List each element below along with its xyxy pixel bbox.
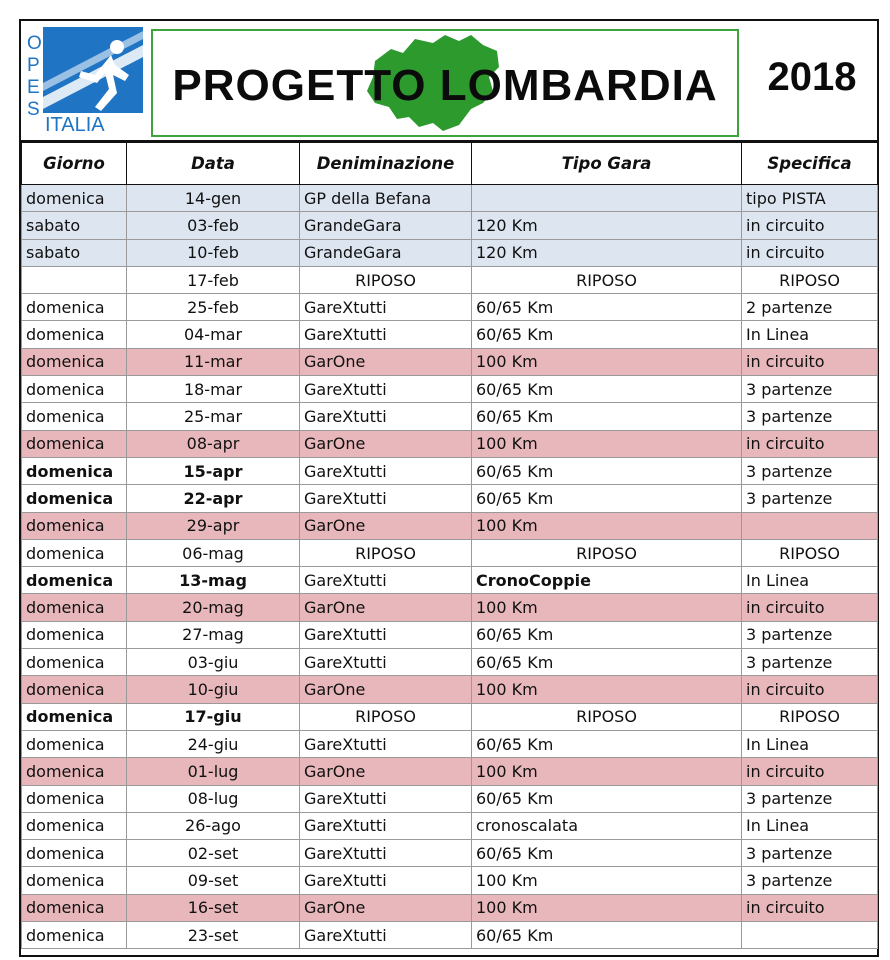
svg-text:E: E <box>27 77 40 98</box>
cell-denominazione: GarOne <box>300 676 472 703</box>
cell-giorno: domenica <box>22 785 127 812</box>
table-row <box>22 649 878 676</box>
cell-tipo-gara: 120 Km <box>472 239 742 266</box>
column-header-tipo-gara: Tipo Gara <box>472 143 742 185</box>
cell-tipo-gara: RIPOSO <box>472 539 742 566</box>
cell-denominazione: GarOne <box>300 594 472 621</box>
table-row <box>22 212 878 239</box>
table-row <box>22 185 878 212</box>
cell-data: 08-apr <box>127 430 300 457</box>
svg-text:P: P <box>27 55 40 76</box>
cell-giorno: domenica <box>22 457 127 484</box>
cell-specifica: in circuito <box>742 430 878 457</box>
cell-denominazione: RIPOSO <box>300 266 472 293</box>
cell-data: 08-lug <box>127 785 300 812</box>
cell-data: 13-mag <box>127 567 300 594</box>
title-banner <box>151 29 739 137</box>
cell-denominazione: RIPOSO <box>300 703 472 730</box>
cell-specifica: in circuito <box>742 894 878 921</box>
table-row <box>22 840 878 867</box>
cell-giorno: domenica <box>22 512 127 539</box>
cell-specifica: in circuito <box>742 239 878 266</box>
cell-specifica: in circuito <box>742 758 878 785</box>
cell-specifica: 3 partenze <box>742 867 878 894</box>
table-row <box>22 703 878 730</box>
table-row <box>22 321 878 348</box>
cell-tipo-gara: 60/65 Km <box>472 621 742 648</box>
svg-text:ITALIA: ITALIA <box>45 114 105 135</box>
cell-giorno: domenica <box>22 621 127 648</box>
cell-giorno: domenica <box>22 840 127 867</box>
cell-giorno: domenica <box>22 485 127 512</box>
cell-tipo-gara: 60/65 Km <box>472 785 742 812</box>
cell-data: 23-set <box>127 922 300 949</box>
cell-data: 10-feb <box>127 239 300 266</box>
table-row <box>22 430 878 457</box>
cell-data: 16-set <box>127 894 300 921</box>
column-header-specifica: Specifica <box>742 143 878 185</box>
opes-italia-logo <box>25 27 143 135</box>
cell-data: 25-mar <box>127 403 300 430</box>
svg-text:O: O <box>27 33 42 54</box>
table-header-row <box>22 143 878 185</box>
cell-data: 04-mar <box>127 321 300 348</box>
cell-denominazione: GareXtutti <box>300 403 472 430</box>
header-band <box>21 21 877 142</box>
cell-tipo-gara: cronoscalata <box>472 812 742 839</box>
cell-specifica: in circuito <box>742 676 878 703</box>
cell-giorno: domenica <box>22 649 127 676</box>
cell-data: 03-giu <box>127 649 300 676</box>
cell-data: 20-mag <box>127 594 300 621</box>
cell-tipo-gara: 100 Km <box>472 676 742 703</box>
table-row <box>22 894 878 921</box>
table-row <box>22 758 878 785</box>
table-row <box>22 812 878 839</box>
cell-specifica <box>742 512 878 539</box>
cell-data: 17-giu <box>127 703 300 730</box>
cell-data: 25-feb <box>127 294 300 321</box>
cell-giorno: domenica <box>22 567 127 594</box>
cell-denominazione: GareXtutti <box>300 567 472 594</box>
cell-tipo-gara: 60/65 Km <box>472 376 742 403</box>
column-header-denominazione: Deniminazione <box>300 143 472 185</box>
cell-specifica: in circuito <box>742 348 878 375</box>
cell-denominazione: GareXtutti <box>300 376 472 403</box>
cell-tipo-gara: 60/65 Km <box>472 457 742 484</box>
cell-data: 06-mag <box>127 539 300 566</box>
race-calendar-table <box>21 142 878 949</box>
svg-text:S: S <box>27 99 40 120</box>
cell-data: 18-mar <box>127 376 300 403</box>
cell-tipo-gara: CronoCoppie <box>472 567 742 594</box>
cell-giorno: domenica <box>22 376 127 403</box>
cell-tipo-gara: 120 Km <box>472 212 742 239</box>
cell-denominazione: GarOne <box>300 430 472 457</box>
cell-giorno: domenica <box>22 403 127 430</box>
cell-giorno: domenica <box>22 594 127 621</box>
cell-specifica: 3 partenze <box>742 785 878 812</box>
table-row <box>22 922 878 949</box>
cell-data: 11-mar <box>127 348 300 375</box>
cell-giorno: domenica <box>22 348 127 375</box>
table-row <box>22 403 878 430</box>
cell-denominazione: GareXtutti <box>300 840 472 867</box>
cell-data: 17-feb <box>127 266 300 293</box>
cell-tipo-gara: 60/65 Km <box>472 840 742 867</box>
table-row <box>22 676 878 703</box>
cell-specifica <box>742 922 878 949</box>
cell-specifica: in circuito <box>742 594 878 621</box>
cell-tipo-gara: 60/65 Km <box>472 403 742 430</box>
cell-data: 15-apr <box>127 457 300 484</box>
cell-tipo-gara: RIPOSO <box>472 703 742 730</box>
cell-giorno: domenica <box>22 321 127 348</box>
cell-specifica: 3 partenze <box>742 457 878 484</box>
cell-specifica: in circuito <box>742 212 878 239</box>
cell-giorno <box>22 266 127 293</box>
cell-data: 02-set <box>127 840 300 867</box>
cell-specifica: RIPOSO <box>742 266 878 293</box>
cell-data: 27-mag <box>127 621 300 648</box>
cell-tipo-gara: 60/65 Km <box>472 922 742 949</box>
year-label: 2018 <box>767 55 857 99</box>
table-row <box>22 539 878 566</box>
table-row <box>22 867 878 894</box>
cell-denominazione: GrandeGara <box>300 212 472 239</box>
table-row <box>22 730 878 757</box>
cell-tipo-gara: 100 Km <box>472 867 742 894</box>
cell-data: 10-giu <box>127 676 300 703</box>
cell-denominazione: GareXtutti <box>300 649 472 676</box>
table-row <box>22 376 878 403</box>
cell-denominazione: GarOne <box>300 894 472 921</box>
cell-denominazione: GareXtutti <box>300 867 472 894</box>
cell-specifica: In Linea <box>742 730 878 757</box>
table-row <box>22 785 878 812</box>
cell-giorno: domenica <box>22 676 127 703</box>
cell-giorno: sabato <box>22 239 127 266</box>
cell-denominazione: GareXtutti <box>300 457 472 484</box>
cell-data: 03-feb <box>127 212 300 239</box>
cell-specifica: tipo PISTA <box>742 185 878 212</box>
cell-specifica: 3 partenze <box>742 621 878 648</box>
cell-giorno: sabato <box>22 212 127 239</box>
cell-giorno: domenica <box>22 922 127 949</box>
table-row <box>22 294 878 321</box>
cell-specifica: In Linea <box>742 321 878 348</box>
cell-data: 29-apr <box>127 512 300 539</box>
cell-tipo-gara <box>472 185 742 212</box>
cell-denominazione: GareXtutti <box>300 621 472 648</box>
cell-tipo-gara: 60/65 Km <box>472 485 742 512</box>
cell-denominazione: GareXtutti <box>300 485 472 512</box>
cell-specifica: RIPOSO <box>742 539 878 566</box>
cell-specifica: 2 partenze <box>742 294 878 321</box>
cell-denominazione: GarOne <box>300 512 472 539</box>
cell-specifica: 3 partenze <box>742 649 878 676</box>
cell-denominazione: GareXtutti <box>300 730 472 757</box>
cell-denominazione: RIPOSO <box>300 539 472 566</box>
table-row <box>22 348 878 375</box>
table-row <box>22 457 878 484</box>
cell-data: 01-lug <box>127 758 300 785</box>
cell-giorno: domenica <box>22 730 127 757</box>
column-header-giorno: Giorno <box>22 143 127 185</box>
cell-specifica: 3 partenze <box>742 485 878 512</box>
table-row <box>22 239 878 266</box>
cell-tipo-gara: 100 Km <box>472 430 742 457</box>
cell-giorno: domenica <box>22 894 127 921</box>
cell-denominazione: GarOne <box>300 758 472 785</box>
table-row <box>22 594 878 621</box>
cell-data: 26-ago <box>127 812 300 839</box>
opes-runner-icon <box>25 27 143 135</box>
cell-specifica: 3 partenze <box>742 403 878 430</box>
table-row <box>22 266 878 293</box>
cell-tipo-gara: 100 Km <box>472 758 742 785</box>
cell-denominazione: GrandeGara <box>300 239 472 266</box>
cell-denominazione: GP della Befana <box>300 185 472 212</box>
cell-specifica: 3 partenze <box>742 376 878 403</box>
cell-tipo-gara: RIPOSO <box>472 266 742 293</box>
cell-tipo-gara: 60/65 Km <box>472 730 742 757</box>
table-row <box>22 512 878 539</box>
cell-tipo-gara: 100 Km <box>472 512 742 539</box>
cell-tipo-gara: 60/65 Km <box>472 321 742 348</box>
cell-specifica: 3 partenze <box>742 840 878 867</box>
cell-tipo-gara: 60/65 Km <box>472 649 742 676</box>
column-header-data: Data <box>127 143 300 185</box>
cell-tipo-gara: 100 Km <box>472 348 742 375</box>
cell-denominazione: GareXtutti <box>300 785 472 812</box>
cell-denominazione: GarOne <box>300 348 472 375</box>
calendar-sheet <box>19 19 879 957</box>
cell-giorno: domenica <box>22 867 127 894</box>
cell-specifica: RIPOSO <box>742 703 878 730</box>
cell-denominazione: GareXtutti <box>300 294 472 321</box>
table-row <box>22 621 878 648</box>
cell-giorno: domenica <box>22 758 127 785</box>
page-title: PROGETTO LOMBARDIA <box>172 61 718 110</box>
cell-tipo-gara: 60/65 Km <box>472 294 742 321</box>
cell-giorno: domenica <box>22 812 127 839</box>
cell-giorno: domenica <box>22 294 127 321</box>
cell-giorno: domenica <box>22 703 127 730</box>
table-row <box>22 485 878 512</box>
table-row <box>22 567 878 594</box>
cell-denominazione: GareXtutti <box>300 812 472 839</box>
cell-specifica: In Linea <box>742 567 878 594</box>
cell-data: 24-giu <box>127 730 300 757</box>
cell-specifica: In Linea <box>742 812 878 839</box>
cell-data: 09-set <box>127 867 300 894</box>
cell-denominazione: GareXtutti <box>300 922 472 949</box>
cell-denominazione: GareXtutti <box>300 321 472 348</box>
cell-tipo-gara: 100 Km <box>472 894 742 921</box>
cell-data: 22-apr <box>127 485 300 512</box>
cell-tipo-gara: 100 Km <box>472 594 742 621</box>
cell-data: 14-gen <box>127 185 300 212</box>
cell-giorno: domenica <box>22 185 127 212</box>
cell-giorno: domenica <box>22 539 127 566</box>
cell-giorno: domenica <box>22 430 127 457</box>
